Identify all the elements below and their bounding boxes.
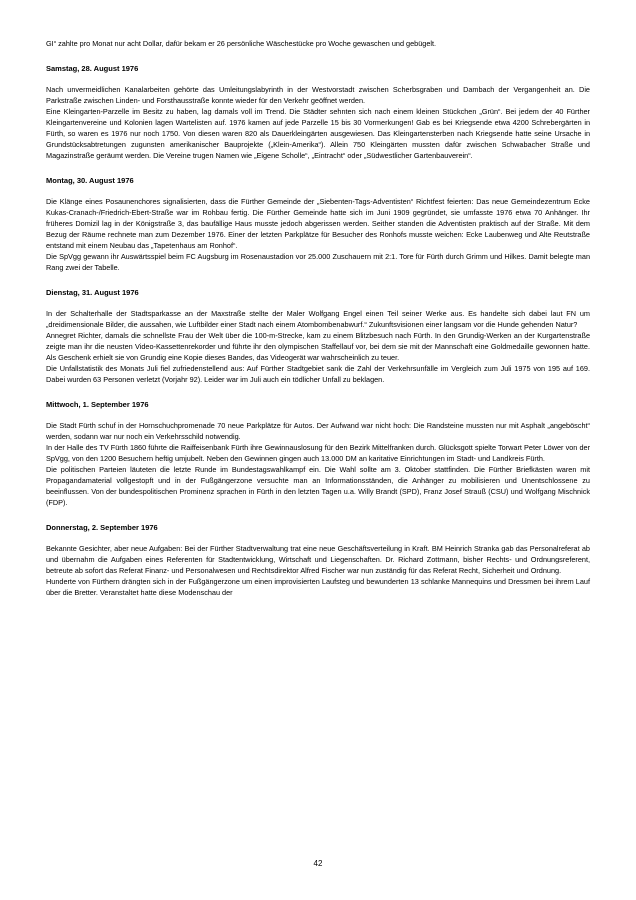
paragraph: In der Halle des TV Fürth 1860 führte die Raiffeisenbank Fürth ihre Gewinnauslosung für den Bezirk Mittelfranken durch. Glücksgott spielte Torwart Peter Löwer von der SpVgg, von den 1200 Besuchern heftig umjubelt. Neben den Gewinnen gingen auch 13.000 DM an karitative Einrichtungen im Stadt- und Landkreis Fürth. [46,442,590,463]
paragraph-group [46,196,590,274]
paragraph: Die Unfallstatistik des Monats Juli fiel zufriedenstellend aus: Auf Fürther Stadtgebiet sank die Zahl der Verkehrsunfälle im Vergleich zum Juli 1975 von 195 auf 169. Dabei wurden 63 Personen verletzt (Vorjahr 92). Leider war im Juli auch ein tödlicher Unfall zu beklagen. [46,364,590,385]
paragraph-group [46,38,590,49]
paragraph: Nach unvermeidlichen Kanalarbeiten gehörte das Umleitungslabyrinth in der Westvorstadt zwischen Scherbsgraben und Dambach der Vergangenheit an. Die Parkstraße zwischen Linden- und Forsthausstraße konnte wieder für den Verkehr geöffnet werden. [46,84,590,105]
section-heading: Samstag, 28. August 1976 [46,64,139,74]
paragraph-group [46,543,590,598]
paragraph: In der Schalterhalle der Stadtsparkasse an der Maxstraße stellte der Maler Wolfgang Engel einen Teil seiner Werke aus. Es handelte sich dabei laut FN um „dreidimensionale Bilder, die aussahen, wie Luftbilder einer Stadt nach einem Atombombenabwurf.“ Zukunftsvisionen einer langsam vor die Hunde gehenden Natur? [46,308,590,329]
paragraph-group [46,308,590,386]
section-heading: Mittwoch, 1. September 1976 [46,400,149,410]
page-number: 42 [313,859,323,868]
section-heading: Dienstag, 31. August 1976 [46,288,139,298]
section-heading: Montag, 30. August 1976 [46,176,134,186]
paragraph-group [46,420,590,509]
paragraph: Annegret Richter, damals die schnellste Frau der Welt über die 100-m-Strecke, kam zu einem Blitzbesuch nach Fürth. In den Grundig-Werken an der Kurgartenstraße zeigte man ihr die neusten Video-Kassettenrekorder und führte ihr den olympischen Staffellauf vor, bei dem sie mit der Mannschaft eine Goldmedaille gewonnen hatte. Als Geschenk erhielt sie von Grundig eine Kopie dieses Bandes, das Videogerät war wahrscheinlich zu teuer. [46,330,590,362]
paragraph-group [46,84,590,162]
section-heading: Donnerstag, 2. September 1976 [46,523,158,533]
document-body [46,38,590,598]
paragraph: Die Klänge eines Posaunenchores signalisierten, dass die Fürther Gemeinde der „Siebenten-Tags-Adventisten“ Richtfest feierten: Das neue Gemeindezentrum Ecke Kukas-Cranach-/Friedrich-Ebert-Straße war im Rohbau fertig. Die Fürther Gemeinde hatte sich im Juni 1909 gegründet, sie umfasste 1976 etwa 70 Anhänger. Ihr früheres Domizil lag in der Königstraße 3, das baufällige Haus musste jedoch abgerissen werden. Seither standen die Adventisten praktisch auf der Straße. Mit dem Bezug der Räume rechnete man zum Dezember 1976. Einer der letzten Parkplätze für Besucher des Ronhofs musste weichen: Ecke Laubenweg und Alte Reutstraße entstand mit einem Neubau das „Tapetenhaus am Ronhof“. [46,196,590,250]
paragraph: Die Stadt Fürth schuf in der Hornschuchpromenade 70 neue Parkplätze für Autos. Der Aufwand war nicht hoch: Die Randsteine mussten nur mit Asphalt „angeböscht“ werden, sodann war nur noch ein Verkehrsschild notwendig. [46,420,590,441]
paragraph: GI“ zahlte pro Monat nur acht Dollar, dafür bekam er 26 persönliche Wäschestücke pro Woche gewaschen und gebügelt. [46,39,437,48]
paragraph: Hunderte von Fürthern drängten sich in der Fußgängerzone um einen improvisierten Laufsteg und bewunderten 13 schlanke Mannequins und Dressmen bei ihrem Lauf über die Bretter. Veranstaltet hatte diese Modenschau der [46,577,590,598]
paragraph: Die politischen Parteien läuteten die letzte Runde im Bundestagswahlkampf ein. Die Wahl sollte am 3. Oktober stattfinden. Die Fürther Briefkästen waren mit Propagandamaterial vollgestopft und in der Fußgängerzone versuchte man an Informationsständen, die Anhänger zu mobilisieren und Unentschlossene zu beeinflussen. Von der bundespolitischen Prominenz sprachen in Fürth in den letzten Tagen u.a. Willy Brandt (SPD), Franz Josef Strauß (CSU) und Wolfgang Mischnick (FDP). [46,465,590,508]
paragraph: Die SpVgg gewann ihr Auswärtsspiel beim FC Augsburg im Rosenaustadion vor 25.000 Zuschauern mit 2:1. Tore für Fürth durch Grimm und Hilkes. Damit belegte man Rang zwei der Tabelle. [46,252,590,273]
paragraph: Eine Kleingarten-Parzelle im Besitz zu haben, lag damals voll im Trend. Die Städter sehnten sich nach einem kleinen Stückchen „Grün“. Bei jedem der 40 Fürther Kleingartenvereine und Kolonien lagen Wartelisten auf. 1976 kamen auf jede Parzelle 15 bis 30 Vormerkungen! Gab es bei Kriegsende etwa 4200 Schrebergärten in Fürth, so waren es 1976 nur noch 1750. Von diesen waren 820 als Dauerkleingärten ausgewiesen. Das Kleingartensterben nach Kriegsende hatte seine Ursache in Grundstücksabtretungen zugunsten amerikanischer Bauprojekte („Klein-Amerika“). Allein 750 Kleingärten mussten dafür zwischen Schwabacher Straße und Magazinstraße geräumt werden. Die Vereine trugen Namen wie „Eigene Scholle“, „Eintracht“ oder „Südwestlicher Gartenbauverein“. [46,106,590,161]
paragraph: Bekannte Gesichter, aber neue Aufgaben: Bei der Fürther Stadtverwaltung trat eine neue Geschäftsverteilung in Kraft. BM Heinrich Stranka gab das Personalreferat ab und übernahm die Aufgaben eines Referenten für Stadtentwicklung, Wirtschaft und Liegenschaften. Dr. Richard Zottmann, bisher Rechts- und Ordnungsreferent, betreute ab sofort das Referat Finanz- und Personalwesen und Rechtsdirektor Alfred Fischer war nun zuständig für das Referat Recht, Sicherheit und Ordnung. [46,543,590,575]
